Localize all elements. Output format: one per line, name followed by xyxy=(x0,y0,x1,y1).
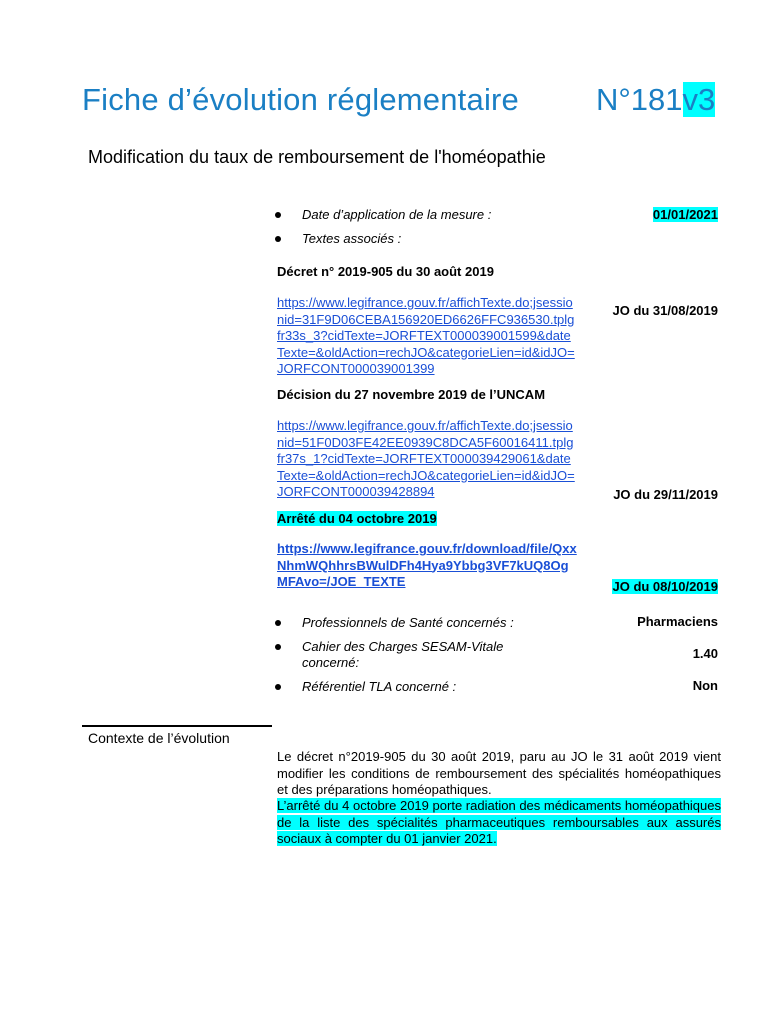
text-2-link[interactable]: https://www.legifrance.gouv.fr/affichTexte.do;jsessionid=51F0D03FE42EE0939C8DCA5F60016411.tplgfr37s_1?cidTexte=JORFTEXT000039429061&dateTexte=&oldAction=rechJO&categorieLien=id&idJO=JORFCONT000039428894 xyxy=(277,418,575,499)
bullet-icon xyxy=(275,212,281,218)
sheet-number xyxy=(596,82,715,118)
bullet-icon xyxy=(275,684,281,690)
sheet-version: v3 xyxy=(682,82,716,117)
text-2-jo: JO du 29/11/2019 xyxy=(613,487,718,502)
date-application-label: Date d’application de la mesure : xyxy=(302,207,492,222)
date-application-value: 01/01/2021 xyxy=(652,207,718,222)
sheet-number-prefix: N°181 xyxy=(596,82,683,117)
referentiel-tla-value: Non xyxy=(692,678,718,693)
text-2-title: Décision du 27 novembre 2019 de l’UNCAM xyxy=(277,387,546,402)
professionnels-value: Pharmaciens xyxy=(637,614,718,629)
bullet-icon xyxy=(275,620,281,626)
text-1-jo: JO du 31/08/2019 xyxy=(612,303,718,318)
professionnels-label: Professionnels de Santé concernés : xyxy=(302,615,514,630)
cahier-charges-label: Cahier des Charges SESAM-Vitale xyxy=(302,639,504,654)
text-1-link[interactable]: https://www.legifrance.gouv.fr/affichTexte.do;jsessionid=31F9D06CEBA156920ED6626FFC936530.tplgfr33s_3?cidTexte=JORFTEXT000039001599&dateTexte=&oldAction=rechJO&categorieLien=id&idJO=JORFCONT000039001399 xyxy=(277,295,575,376)
context-label: Contexte de l’évolution xyxy=(88,730,230,746)
cahier-charges-label-line2: concerné: xyxy=(302,655,360,670)
bullet-icon xyxy=(275,236,281,242)
page-subtitle: Modification du taux de remboursement de l'homéopathie xyxy=(88,147,546,167)
cahier-charges-value: 1.40 xyxy=(692,646,718,661)
section-divider xyxy=(82,725,272,727)
page-title: Fiche d’évolution réglementaire xyxy=(82,82,519,117)
context-paragraph-1: Le décret n°2019-905 du 30 août 2019, paru au JO le 31 août 2019 vient modifier les conditions de remboursement des spécialités homéopathiques et des préparations homéopathiques. xyxy=(277,749,721,797)
text-3-title: Arrêté du 04 octobre 2019 xyxy=(277,511,437,526)
text-1-title: Décret n° 2019-905 du 30 août 2019 xyxy=(277,264,494,279)
textes-associes-label: Textes associés : xyxy=(302,231,402,246)
text-3-jo: JO du 08/10/2019 xyxy=(612,579,718,594)
context-paragraph-2: L’arrêté du 4 octobre 2019 porte radiation des médicaments homéopathiques de la liste des spécialités pharmaceutiques remboursables aux assurés sociaux à compter du 01 janvier 2021. xyxy=(277,798,721,846)
text-3-link[interactable]: https://www.legifrance.gouv.fr/download/file/QxxNhmWQhhrsBWulDFh4Hya9Ybbg3VF7kUQ8OgMFAvo=/JOE_TEXTE xyxy=(277,541,577,589)
referentiel-tla-label: Référentiel TLA concerné : xyxy=(302,679,457,694)
bullet-icon xyxy=(275,644,281,650)
